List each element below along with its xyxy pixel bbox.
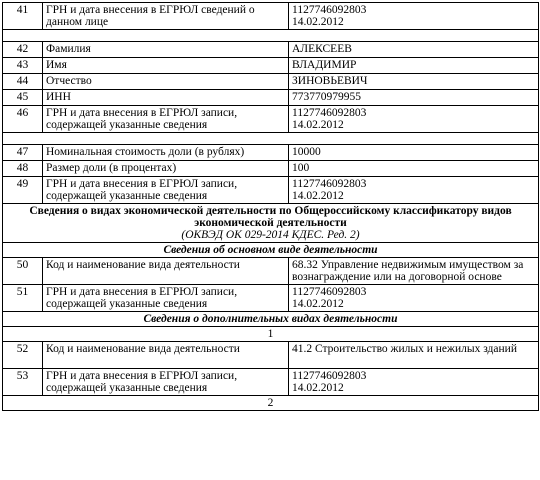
- row-number: 46: [3, 106, 43, 133]
- row-number: 48: [3, 161, 43, 177]
- row-label: Имя: [43, 58, 289, 74]
- row-number: 45: [3, 90, 43, 106]
- table-row: [3, 3, 539, 30]
- subsection-header-row: [3, 312, 539, 327]
- egrul-table: [2, 2, 539, 411]
- row-value: ВЛАДИМИР: [289, 58, 539, 74]
- activity-index: 2: [3, 396, 539, 411]
- row-number: 42: [3, 42, 43, 58]
- row-label: Номинальная стоимость доли (в рублях): [43, 145, 289, 161]
- section-okved-header: [3, 204, 539, 243]
- index-row: [3, 327, 539, 342]
- row-value: [289, 177, 539, 204]
- row-number: 44: [3, 74, 43, 90]
- index-row: [3, 396, 539, 411]
- row-value: 100: [289, 161, 539, 177]
- grn-number: 1127746092803: [292, 178, 367, 190]
- row-number: 53: [3, 369, 43, 396]
- row-number: 50: [3, 258, 43, 285]
- grn-date: 14.02.2012: [292, 16, 344, 28]
- grn-date: 14.02.2012: [292, 190, 344, 202]
- row-number: 52: [3, 342, 43, 369]
- grn-number: 1127746092803: [292, 370, 367, 382]
- row-label: Отчество: [43, 74, 289, 90]
- activity-index: 1: [3, 327, 539, 342]
- table-row: [3, 106, 539, 133]
- row-value: [289, 106, 539, 133]
- subsection-header-row: [3, 243, 539, 258]
- table-row: [3, 58, 539, 74]
- table-row: [3, 74, 539, 90]
- row-label: ГРН и дата внесения в ЕГРЮЛ сведений о данном лице: [43, 3, 289, 30]
- section-title: Сведения о видах экономической деятельности по Общероссийскому классификатору видов экономической деятельности: [29, 205, 512, 229]
- grn-date: 14.02.2012: [292, 298, 344, 310]
- table-row: [3, 145, 539, 161]
- row-value: ЗИНОВЬЕВИЧ: [289, 74, 539, 90]
- table-row: [3, 285, 539, 312]
- row-label: Код и наименование вида деятельности: [43, 342, 289, 369]
- grn-number: 1127746092803: [292, 286, 367, 298]
- grn-date: 14.02.2012: [292, 119, 344, 131]
- table-row: [3, 258, 539, 285]
- additional-activity-heading: Сведения о дополнительных видах деятельности: [3, 312, 539, 327]
- row-number: 43: [3, 58, 43, 74]
- row-label: Размер доли (в процентах): [43, 161, 289, 177]
- table-row: [3, 42, 539, 58]
- row-value: 10000: [289, 145, 539, 161]
- row-number: 49: [3, 177, 43, 204]
- main-activity-heading: Сведения об основном виде деятельности: [3, 243, 539, 258]
- section-header-row: [3, 204, 539, 243]
- row-value: 773770979955: [289, 90, 539, 106]
- row-label: ГРН и дата внесения в ЕГРЮЛ записи, содержащей указанные сведения: [43, 106, 289, 133]
- section-subtitle: (ОКВЭД ОК 029-2014 КДЕС. Ред. 2): [181, 229, 360, 241]
- row-value: [289, 3, 539, 30]
- row-value: [289, 285, 539, 312]
- row-value: 41.2 Строительство жилых и нежилых зданий: [289, 342, 539, 369]
- grn-number: 1127746092803: [292, 107, 367, 119]
- row-number: 41: [3, 3, 43, 30]
- table-row: [3, 369, 539, 396]
- row-label: Фамилия: [43, 42, 289, 58]
- table-row: [3, 161, 539, 177]
- egrul-extract-table-page: [2, 2, 538, 411]
- row-number: 47: [3, 145, 43, 161]
- grn-number: 1127746092803: [292, 4, 367, 16]
- row-label: ГРН и дата внесения в ЕГРЮЛ записи, содержащей указанные сведения: [43, 285, 289, 312]
- spacer-row: [3, 30, 539, 42]
- table-row: [3, 342, 539, 369]
- row-label: Код и наименование вида деятельности: [43, 258, 289, 285]
- row-number: 51: [3, 285, 43, 312]
- row-value: АЛЕКСЕЕВ: [289, 42, 539, 58]
- row-label: ГРН и дата внесения в ЕГРЮЛ записи, содержащей указанные сведения: [43, 369, 289, 396]
- table-row: [3, 177, 539, 204]
- table-row: [3, 90, 539, 106]
- row-value: 68.32 Управление недвижимым имуществом за вознаграждение или на договорной основе: [289, 258, 539, 285]
- row-value: [289, 369, 539, 396]
- row-label: ИНН: [43, 90, 289, 106]
- spacer-row: [3, 133, 539, 145]
- grn-date: 14.02.2012: [292, 382, 344, 394]
- row-label: ГРН и дата внесения в ЕГРЮЛ записи, содержащей указанные сведения: [43, 177, 289, 204]
